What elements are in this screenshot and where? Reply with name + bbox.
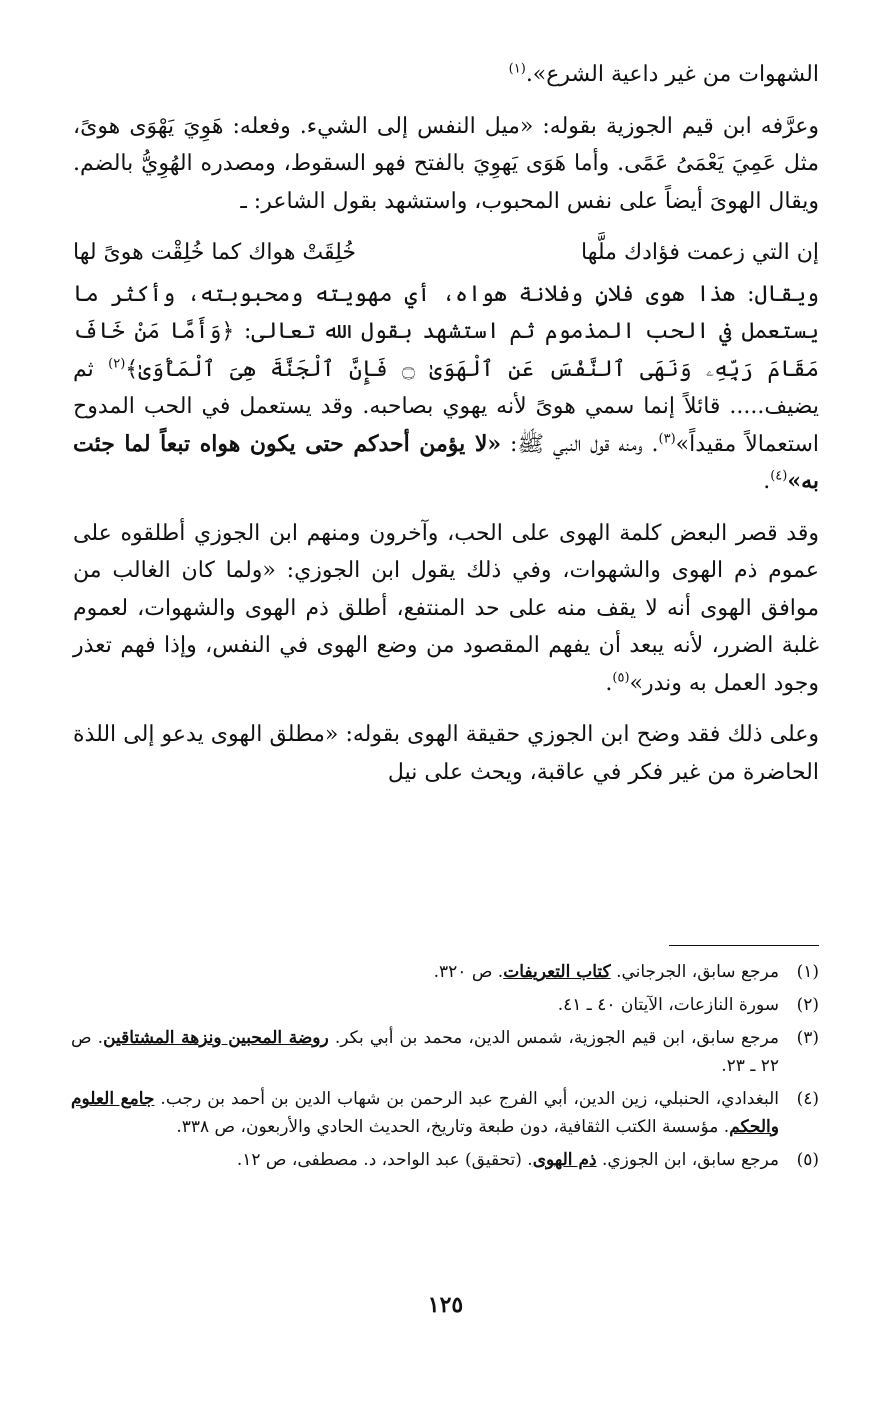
paragraph-4-text: وقد قصر البعض كلمة الهوى على الحب، وآخرون ومنهم ابن الجوزي أطلقوه على عموم ذم الهوى والشهوات، وفي ذلك يقول ابن الجوزي: «ولما كان الغالب من موافق الهوى أنه لا يقف منه على حد المنتفع، أطلق ذم الهوى والشهوات، لعموم غلبة الضرر، لأنه يبعد أن يفهم المقصود من وضع الهوى في النفس، وإذا فهم تعذر وجود العمل به وندر» [73,520,820,696]
footnote-source: سورة النازعات، الآيتان ٤٠ ـ ٤١. [557,995,779,1015]
footnote-number: (٣) [796,1028,819,1048]
footnote-text [71,1085,779,1141]
footnote-page: . (تحقيق) عبد الواحد، د. مصطفى، ص ١٢. [236,1150,533,1170]
paragraph-3-end: . [763,469,771,494]
footnote-ref-2: (٢) [108,356,126,372]
footnote-number: (٥) [796,1150,819,1170]
paragraph-3 [73,276,819,501]
quran-quote: ويقال: هذا هوى فلانٍ وفلانة هواه، أي مهويته ومحبوبته، وأكثر ما يستعمل في الحب المذموم ثم استشهد بقول الله تعالى: ﴿وَأَمَّا مَنْ خَافَ مَقَامَ رَبِّهِۦ وَنَهَى ٱلنَّفْسَ عَنِ ٱلْهَوَىٰ ۝ فَإِنَّ ٱلْجَنَّةَ هِىَ ٱلْمَأْوَىٰ﴾ [73,281,819,382]
footnote-item [71,1085,819,1141]
footnote-item [71,991,819,1019]
footnote-ref-4: (٤) [770,468,788,484]
paragraph-5: وعلى ذلك فقد وضح ابن الجوزي حقيقة الهوى بقوله: «مطلق الهوى يدعو إلى اللذة الحاضرة من غير فكر في عاقبة، ويحث على نيل [73,722,819,785]
hadith-quote: «لا يؤمن أحدكم حتى يكون هواه تبعاً لما جئت به» [73,430,819,494]
paragraph-4-end: . [605,670,613,696]
footnote-source: مرجع سابق، ابن الجوزي. [596,1150,779,1170]
footnote-source: مرجع سابق، الجرجاني. [610,962,779,982]
footnote-ref-3: (٣) [658,431,676,447]
poem-second-hemistich: خُلِقَتْ هواك كما خُلِقْت هوىً لها [73,240,357,265]
paragraph-2: وعرَّفه ابن قيم الجوزية بقوله: «ميل النفس إلى الشيء. وفعله: هَوِيَ يَهْوَى هوىً، مثل عَمِيَ يَعْمَىُ عَمًى. وأما هَوَى يَهوِيَ بالفتح فهو السقوط، ومصدره الهُوِيُّ بالضم. ويقال الهوىَ أيضاً على نفس المحبوب، واستشهد بقول الشاعر: ـ [73,113,819,214]
footnote-page: . ص ٢٢ ـ ٢٣. [71,1028,779,1076]
footnote-text [71,1146,779,1174]
footnote-text [71,991,779,1019]
footnote-item [71,1024,819,1080]
main-text [73,56,819,791]
book-title: كتاب التعريفات [503,962,611,982]
paragraph-1-text: الشهوات من غير داعية الشرع». [525,62,819,87]
footnote-number: (١) [796,962,819,982]
footnote-number: (٤) [796,1089,819,1109]
book-title: روضة المحبين ونزهة المشتاقين [103,1028,329,1048]
paragraph-4 [73,515,819,703]
poem-first-hemistich: إن التي زعمت فؤادك ملَّها [581,240,819,265]
footnote-divider [669,945,819,946]
poem-verse [73,234,819,272]
paragraph-3-intro: . ومنه قول النبي ﷺ: [501,431,659,457]
book-title: ذم الهوى [532,1150,597,1170]
paragraph-1 [73,56,819,94]
footnote-item [71,1146,819,1174]
paragraph-3-text: ثم يضيف..... قائلاً إنما سمي هوىً لأنه يهوي بصاحبه. وقد يستعمل في الحب المدوح استعمالاً مقيداً» [73,356,819,457]
footnote-text [71,1024,779,1080]
footnote-source: البغدادي، الحنبلي، زين الدين، أبي الفرج عبد الرحمن بن شهاب الدين بن أحمد بن رجب. [154,1089,779,1109]
book-title: جامع العلوم والحكم [71,1089,779,1137]
footnote-text [71,958,779,986]
footnote-source: مرجع سابق، ابن قيم الجوزية، شمس الدين، محمد بن أبي بكر. [328,1028,779,1048]
page-number: ١٢٥ [427,1292,464,1318]
footnote-item [71,958,819,986]
footnotes [71,958,819,1179]
footnote-page: . ص ٣٢٠. [433,962,504,982]
footnote-ref-1: (١) [508,61,526,77]
footnote-page: . مؤسسة الكتب الثقافية، دون طبعة وتاريخ، الحديث الحادي والأربعون، ص ٣٣٨. [176,1117,730,1137]
footnote-ref-5: (٥) [612,670,630,686]
footnote-number: (٢) [796,995,819,1015]
